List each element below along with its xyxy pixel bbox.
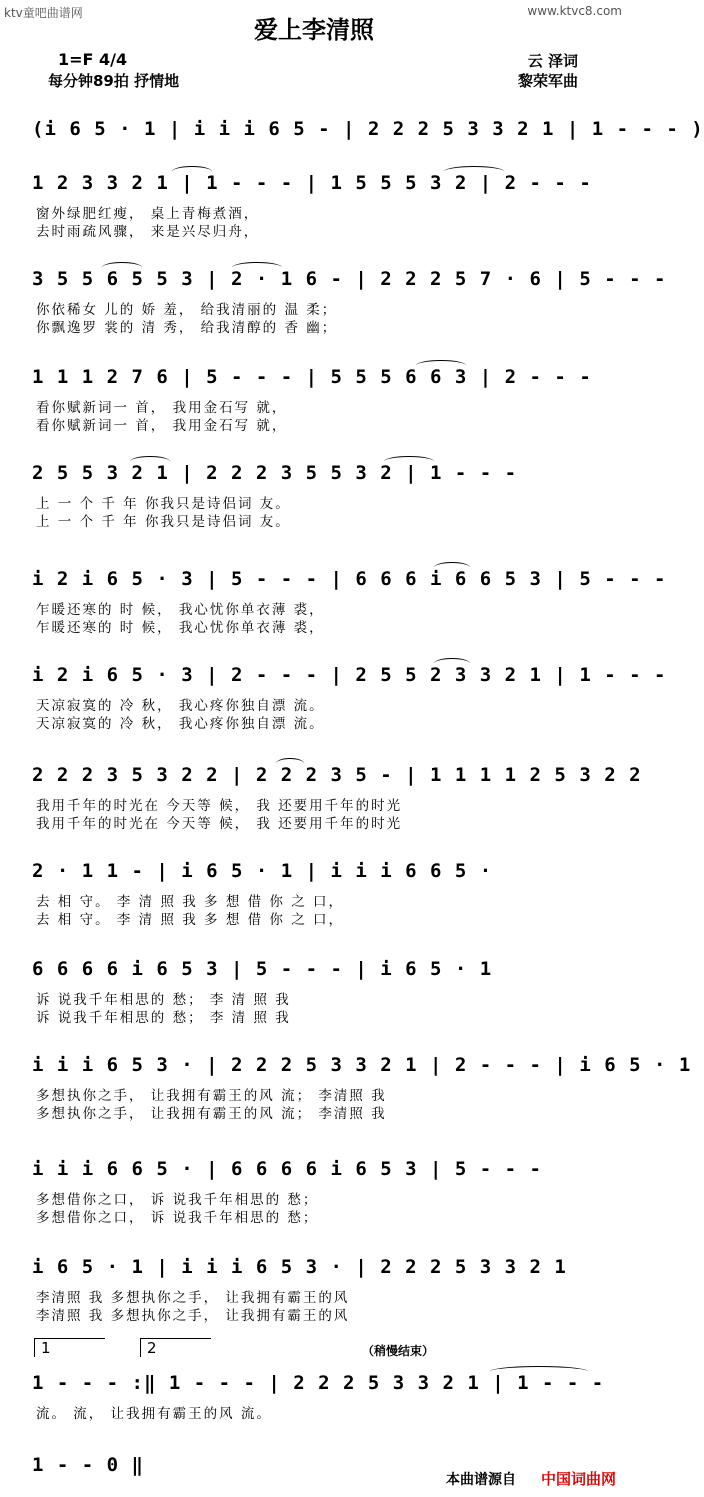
slur-mark: [434, 658, 470, 669]
lyric-verse-2: 乍暖还寒的 时 候， 我心忧你单衣薄 裘，: [36, 620, 325, 636]
slur-mark: [384, 456, 434, 467]
watermark-left: ktv童吧曲谱网: [4, 6, 83, 20]
slur-mark: [172, 166, 212, 177]
slur-mark: [102, 262, 142, 273]
lyric-verse-2: 诉 说我千年相思的 愁； 李 清 照 我: [36, 1010, 291, 1026]
lyric-verse-1: 上 一 个 千 年 你我只是诗侣词 友。: [36, 496, 291, 512]
lyric-verse-2: 看你赋新词一 首， 我用金石写 就，: [36, 418, 288, 434]
slur-mark: [434, 562, 470, 573]
lyric-verse-1: 乍暖还寒的 时 候， 我心忧你单衣薄 裘，: [36, 602, 325, 618]
lyric-verse-1: 我用千年的时光在 今天等 候， 我 还要用千年的时光: [36, 798, 403, 814]
site-name: 中国词曲网: [540, 1470, 616, 1488]
notation-line: 2 2 2 3 5 3 2 2 | 2 2 2 3 5 - | 1 1 1 1 2 5 3 2 2: [32, 764, 642, 786]
lyric-verse-1: 去 相 守。 李 清 照 我 多 想 借 你 之 口，: [36, 894, 344, 910]
lyricist-credit: 云 泽词: [527, 52, 578, 70]
lyric-verse-2: 去 相 守。 李 清 照 我 多 想 借 你 之 口，: [36, 912, 344, 928]
lyric-verse-2: 我用千年的时光在 今天等 候， 我 还要用千年的时光: [36, 816, 403, 832]
notation-line: 2 5 5 3 2 1 | 2 2 2 3 5 5 3 2 | 1 - - -: [32, 462, 518, 484]
notation-line: 1 - - 0 ‖: [32, 1454, 144, 1476]
notation-line: i 2 i 6 5 · 3 | 5 - - - | 6 6 6 i 6 6 5 3 | 5 - - -: [32, 568, 667, 590]
slur-mark: [416, 360, 466, 371]
lyric-verse-1: 窗外绿肥红瘦， 桌上青梅煮酒，: [36, 206, 260, 222]
slur-mark: [232, 262, 282, 273]
slur-mark: [130, 456, 170, 467]
notation-line: i 6 5 · 1 | i i i 6 5 3 · | 2 2 2 5 3 3 2 1: [32, 1256, 567, 1278]
notation-line: 1 1 1 2 7 6 | 5 - - - | 5 5 5 6 6 3 | 2 - - -: [32, 366, 592, 388]
notation-line: (i 6 5 · 1 | i i i 6 5 - | 2 2 2 5 3 3 2 1 | 1 - - - ): [32, 118, 704, 140]
lyric-verse-2: 多想执你之手， 让我拥有霸王的风 流； 李清照 我: [36, 1106, 387, 1122]
slow-ending-marking: （稍慢结束）: [362, 1344, 435, 1358]
lyric-verse-2: 天凉寂寞的 冷 秋， 我心疼你独自漂 流。: [36, 716, 325, 732]
lyric-verse-1: 李清照 我 多想执你之手， 让我拥有霸王的风: [36, 1290, 350, 1306]
slur-mark: [444, 166, 504, 177]
slur-mark: [276, 758, 304, 769]
tempo-marking: 每分钟89拍 抒情地: [48, 72, 180, 90]
source-label: 本曲谱源自: [446, 1472, 516, 1488]
notation-line: 1 2 3 3 2 1 | 1 - - - | 1 5 5 5 3 2 | 2 - - -: [32, 172, 592, 194]
notation-line: 6 6 6 6 i 6 5 3 | 5 - - - | i 6 5 · 1: [32, 958, 493, 980]
notation-line: 1 - - - :‖ 1 - - - | 2 2 2 5 3 3 2 1 | 1 - - -: [32, 1372, 605, 1394]
lyric-verse-2: 去时雨疏风骤， 来是兴尽归舟，: [36, 224, 260, 240]
lyric-verse-1: 天凉寂寞的 冷 秋， 我心疼你独自漂 流。: [36, 698, 325, 714]
composer-credit: 黎荣军曲: [517, 72, 578, 90]
lyric-verse-2: 你飘逸罗 裳的 清 秀， 给我清醇的 香 幽；: [36, 320, 338, 336]
volta-first-ending: 1: [34, 1338, 105, 1357]
notation-line: i i i 6 5 3 · | 2 2 2 5 3 3 2 1 | 2 - - - | i 6 5 · 1: [32, 1054, 692, 1076]
song-title: 爱上李清照: [254, 16, 374, 44]
lyric-verse-2: 李清照 我 多想执你之手， 让我拥有霸王的风: [36, 1308, 350, 1324]
lyric-verse-1: 多想执你之手， 让我拥有霸王的风 流； 李清照 我: [36, 1088, 387, 1104]
notation-line: 3 5 5 6 5 5 3 | 2 · 1 6 - | 2 2 2 5 7 · 6 | 5 - - -: [32, 268, 667, 290]
lyric-verse-1: 诉 说我千年相思的 愁； 李 清 照 我: [36, 992, 291, 1008]
lyric-verse-1: 你依稀女 儿的 娇 羞， 给我清丽的 温 柔；: [36, 302, 338, 318]
watermark-right: www.ktvc8.com: [527, 4, 622, 18]
notation-line: 2 · 1 1 - | i 6 5 · 1 | i i i 6 6 5 ·: [32, 860, 493, 882]
lyric-verse-1: 多想借你之口， 诉 说我千年相思的 愁；: [36, 1192, 319, 1208]
volta-second-ending: 2: [140, 1338, 211, 1357]
tie-mark: [490, 1366, 588, 1377]
key-signature: 1=F 4/4: [58, 50, 128, 69]
lyric-verse-2: 上 一 个 千 年 你我只是诗侣词 友。: [36, 514, 291, 530]
notation-line: i 2 i 6 5 · 3 | 2 - - - | 2 5 5 2 3 3 2 1 | 1 - - -: [32, 664, 667, 686]
lyric-verse-2: 多想借你之口， 诉 说我千年相思的 愁；: [36, 1210, 319, 1226]
lyric-line: 流。 流， 让我拥有霸王的风 流。: [36, 1406, 272, 1422]
notation-line: i i i 6 6 5 · | 6 6 6 6 i 6 5 3 | 5 - - -: [32, 1158, 542, 1180]
lyric-verse-1: 看你赋新词一 首， 我用金石写 就，: [36, 400, 288, 416]
